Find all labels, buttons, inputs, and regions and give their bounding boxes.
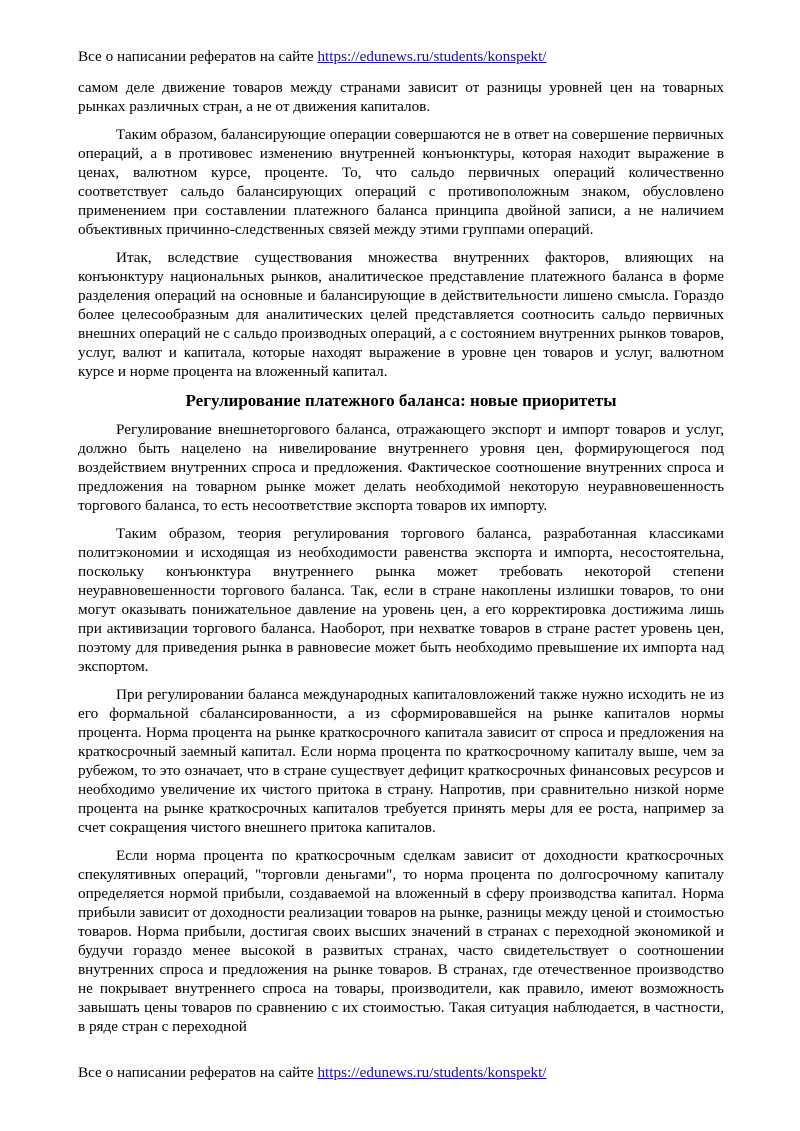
paragraph: Регулирование внешнеторгового баланса, отражающего экспорт и импорт товаров и услуг, должно быть нацелено на нивелирование внутреннего уровня цен, формирующегося под воздействием внутренних спроса и предложения. Фактическое соотношение внутренних спроса и предложения на товарном рынке может делать необходимой некоторую неуравновешенность торгового баланса, то есть несоответствие экспорта товаров их импорту.: [78, 421, 724, 514]
paragraph: При регулировании баланса международных капиталовложений также нужно исходить не из его формальной сбалансированности, а из сформировавшейся на рынке капиталов нормы процента. Норма процента на рынке краткосрочного капитала зависит от спроса и предложения на краткосрочный заемный капитал. Если норма процента по краткосрочному капиталу выше, чем за рубежом, то это означает, что в стране существует дефицит краткосрочных финансовых ресурсов и необходимо увеличение их чистого притока в страну. Напротив, при сравнительно низкой норме процента на рынке краткосрочных капиталов требуется принять меры для ее роста, например за счет сокращения чистого внешнего притока капиталов.: [78, 686, 724, 836]
page-header: [78, 47, 547, 67]
footer-link[interactable]: https://edunews.ru/students/konspekt/: [317, 1064, 547, 1081]
paragraph: Таким образом, балансирующие операции совершаются не в ответ на совершение первичных операций, а в противовес изменению внутренней конъюнктуры, которая находит выражение в ценах, валютном курсе, проценте. То, что сальдо первичных операций количественно соответствует сальдо балансирующих операций с противоположным знаком, обусловлено применением при составлении платежного баланса принципа двойной записи, а не наличием объективных причинно-следственных связей между этими группами операций.: [78, 126, 724, 238]
paragraph: самом деле движение товаров между странами зависит от разницы уровней цен на товарных рынках различных стран, а не от движения капиталов.: [78, 79, 724, 115]
header-text: Все о написании рефератов на сайте: [78, 48, 318, 65]
header-link[interactable]: https://edunews.ru/students/konspekt/: [317, 48, 547, 65]
document-page: [78, 0, 724, 1131]
page-footer: [78, 1063, 547, 1083]
footer-text: Все о написании рефератов на сайте: [78, 1064, 318, 1081]
paragraph: Таким образом, теория регулирования торгового баланса, разработанная классиками политэкономии и исходящая из необходимости равенства экспорта и импорта, несостоятельна, поскольку конъюнктура внутреннего рынка может требовать некоторой степени неуравновешенности торгового баланса. Так, если в стране накоплены излишки товаров, то они могут оказывать понижательное давление на уровень цен, а его корректировка достижима лишь при активизации торгового баланса. Наоборот, при нехватке товаров в стране растет уровень цен, поэтому для приведения рынка в равновесие может быть необходимо превышение их импорта над экспортом.: [78, 525, 724, 675]
paragraph: Итак, вследствие существования множества внутренних факторов, влияющих на конъюнктуру национальных рынков, аналитическое представление платежного баланса в форме разделения операций на основные и балансирующие в действительности лишено смысла. Гораздо более целесообразным для аналитических целей представляется соотносить сальдо первичных внешних операций не с сальдо производных операций, а с состоянием внутренних рынков товаров, услуг, валют и капитала, которые находят выражение в уровне цен товаров и услуг, валютном курсе и норме процента на вложенный капитал.: [78, 249, 724, 380]
document-body: [78, 78, 724, 1045]
section-heading: Регулирование платежного баланса: новые приоритеты: [185, 391, 617, 410]
paragraph: Если норма процента по краткосрочным сделкам зависит от доходности краткосрочных спекулятивных операций, "торговли деньгами", то норма процента по долгосрочному капиталу определяется нормой прибыли, создаваемой на вложенный в сферу производства капитал. Норма прибыли зависит от доходности реализации товаров на рынке, разницы между ценой и стоимостью товаров. Норма прибыли, достигая своих высших значений в странах с переходной экономикой и будучи гораздо менее высокой в развитых странах, часто свидетельствует о соотношении внутренних спроса и предложения на рынке товаров. В странах, где отечественное производство не покрывает внутреннего спроса на товары, производители, как правило, имеют возможность завышать цены товаров по сравнению с их стоимостью. Такая ситуация наблюдается, в частности, в ряде стран с переходной: [78, 847, 724, 1035]
